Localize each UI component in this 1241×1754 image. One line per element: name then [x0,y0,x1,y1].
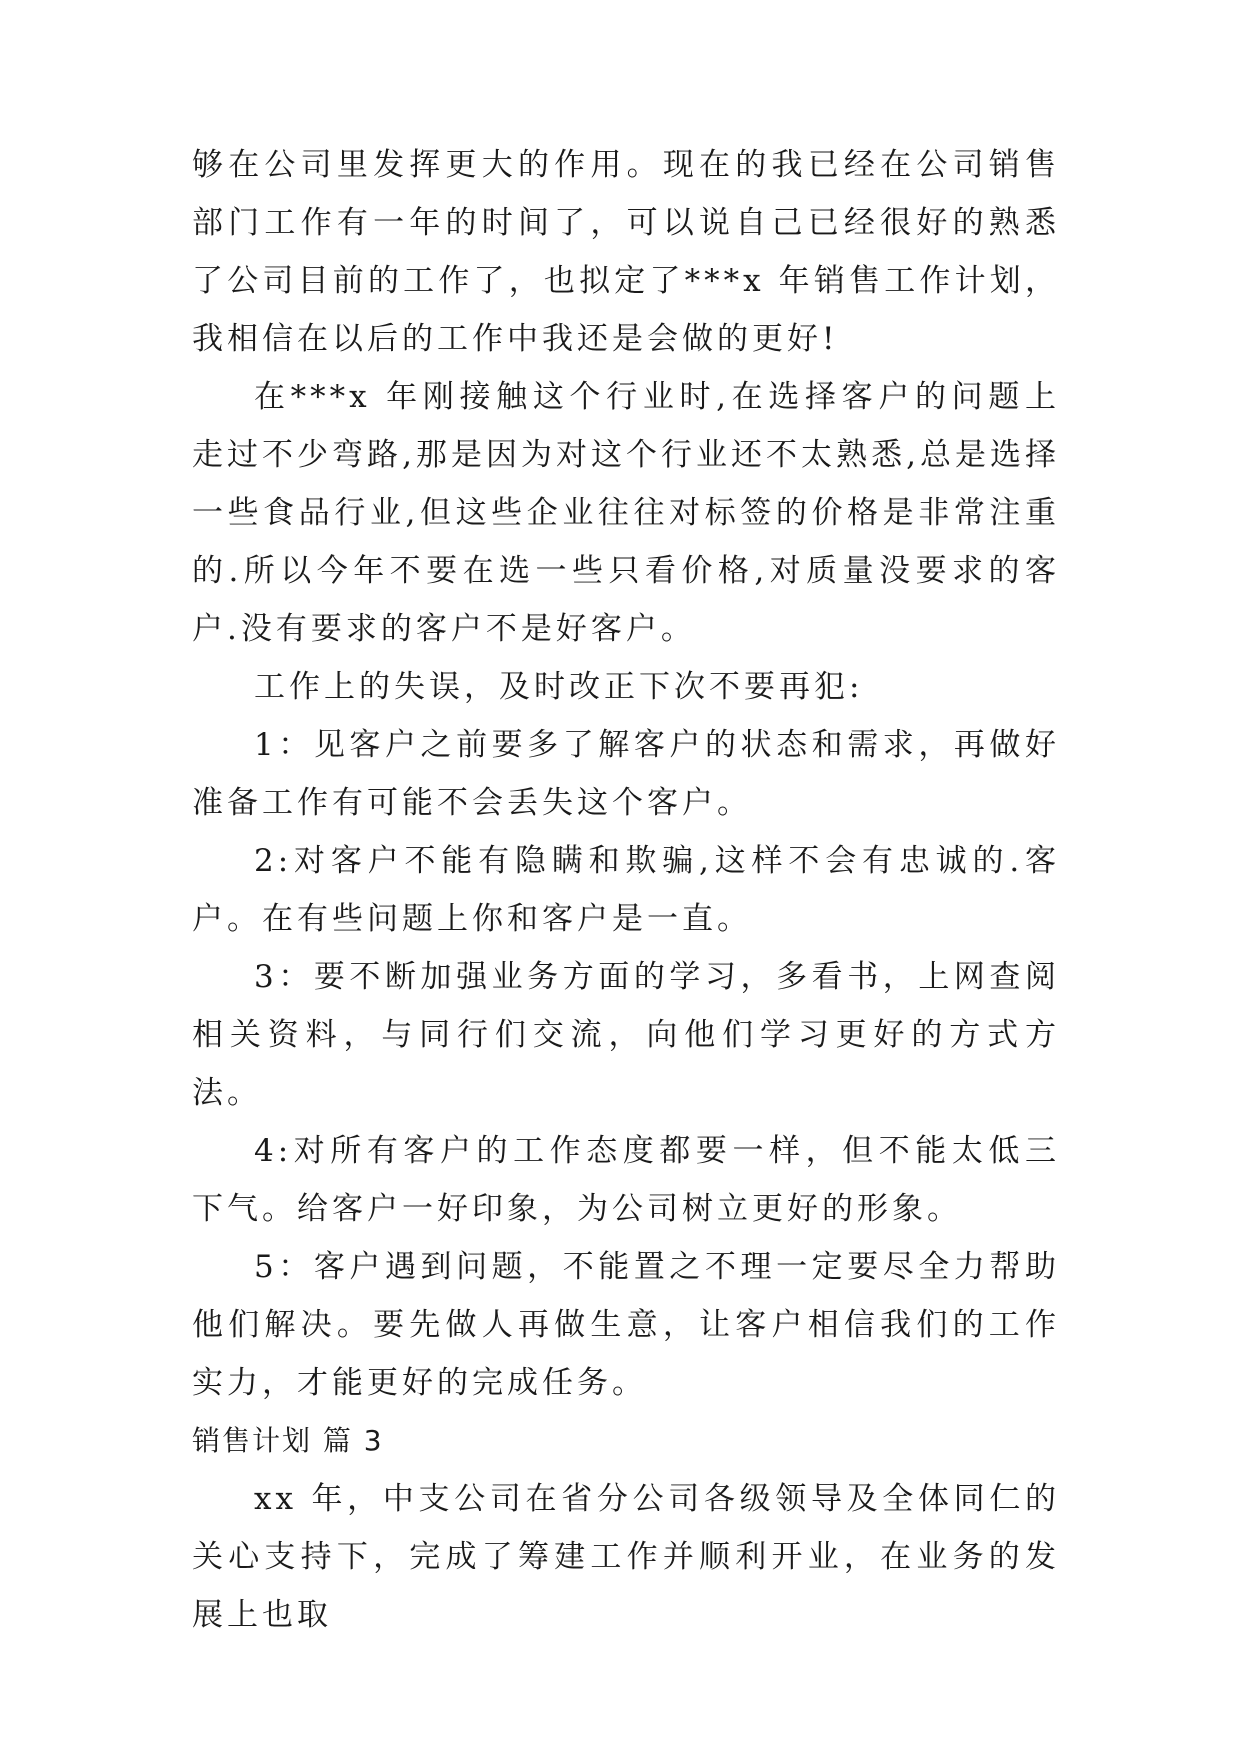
paragraph-mistakes-intro: 工作上的失误，及时改正下次不要再犯: [254,669,864,705]
list-item-2: 2:对客户不能有隐瞒和欺骗,这样不会有忠诚的.客户。在有些问题上你和客户是一直。 [192,843,1060,937]
paragraph-intro: 够在公司里发挥更大的作用。现在的我已经在公司销售部门工作有一年的时间了，可以说自己已经很好的熟悉了公司目前的工作了，也拟定了***x 年销售工作计划，我相信在以后的工作中我还是会做的更好! [192,147,1060,357]
paragraph-industry-experience: 在***x 年刚接触这个行业时,在选择客户的问题上走过不少弯路,那是因为对这个行业还不太熟悉,总是选择一些食品行业,但这些企业往往对标签的价格是非常注重的.所以今年不要在选一些只看价格,对质量没要求的客户.没有要求的客户不是好客户。 [192,379,1060,647]
list-item-3: 3：要不断加强业务方面的学习，多看书，上网查阅相关资料，与同行们交流，向他们学习更好的方式方法。 [192,959,1060,1111]
paragraph-section3-opening: xx 年，中支公司在省分公司各级领导及全体同仁的关心支持下，完成了筹建工作并顺利开业，在业务的发展上也取 [192,1481,1060,1633]
section-heading: 销售计划 篇 3 [192,1424,384,1457]
list-item-4: 4:对所有客户的工作态度都要一样，但不能太低三下气。给客户一好印象，为公司树立更好的形象。 [192,1133,1060,1227]
list-item-5: 5：客户遇到问题，不能置之不理一定要尽全力帮助他们解决。要先做人再做生意，让客户相信我们的工作实力，才能更好的完成任务。 [192,1249,1060,1401]
document-body [192,136,1060,1644]
list-item-1: 1：见客户之前要多了解客户的状态和需求，再做好准备工作有可能不会丢失这个客户。 [192,727,1060,821]
